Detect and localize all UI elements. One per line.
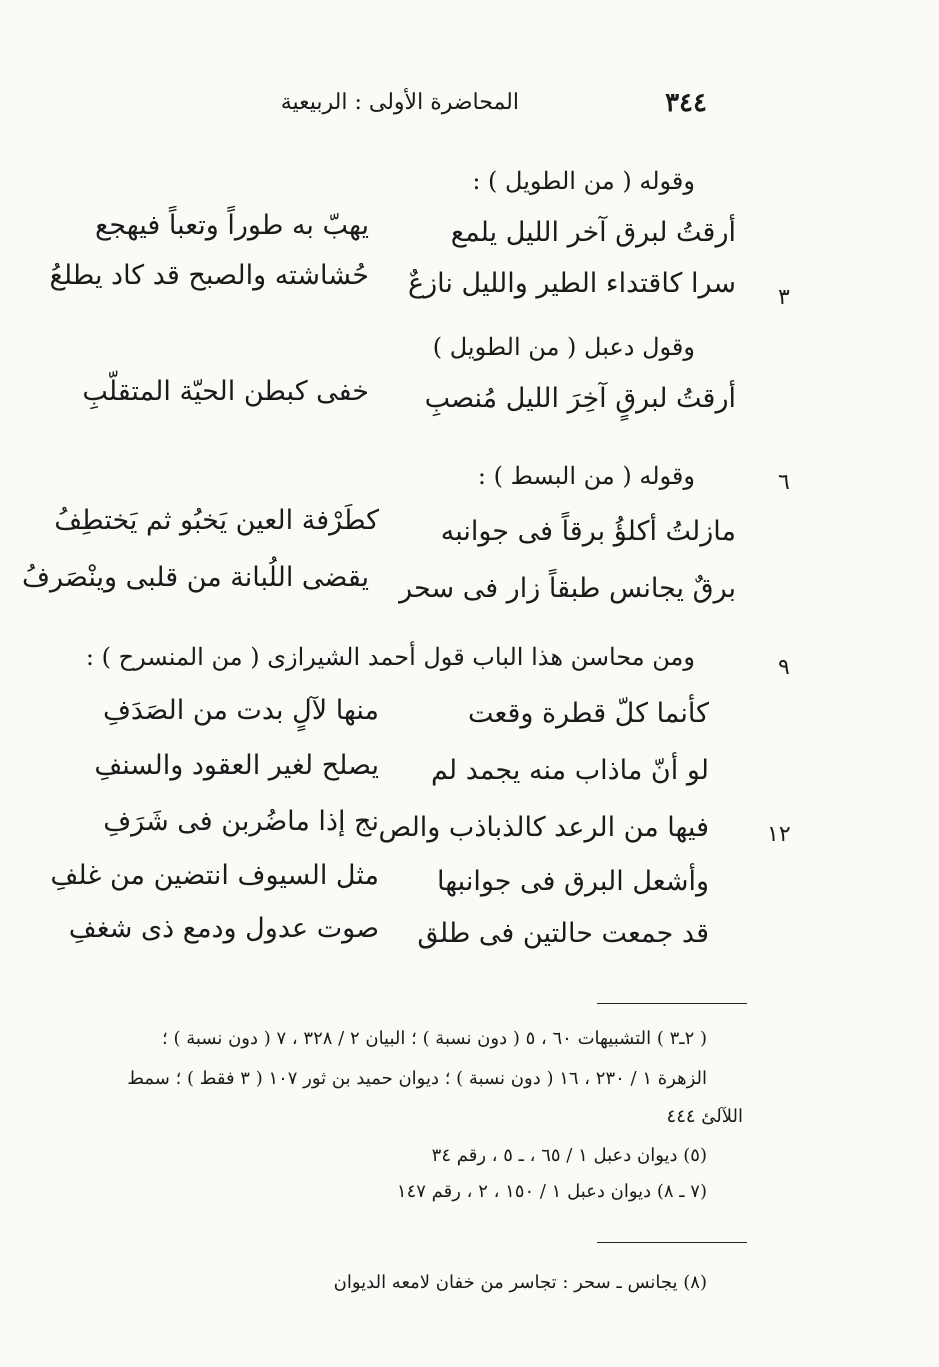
footnote-rule <box>597 1003 747 1004</box>
verse-left: يهبّ به طوراً وتعباً فيهجع <box>94 210 369 241</box>
line-number: ١٢ <box>767 822 791 847</box>
page-number: ٣٤٤ <box>665 88 707 118</box>
verse-left: منها لآلٍ بدت من الصَدَفِ <box>102 695 379 726</box>
verse-right: مازلتُ أكلؤُ برقاً فى جوانبه <box>440 516 736 547</box>
verse-right: فيها من الرعد كالذباذب والص <box>378 812 709 843</box>
verse-left: صوت عدول ودمع ذى شغفِ <box>68 913 379 944</box>
verse-left: يقضى اللُبانة من قلبى وينْصَرفُ <box>22 562 369 593</box>
running-title: المحاضرة الأولى : الربيعية <box>280 90 519 115</box>
footnote: اللآلئ ٤٤٤ <box>666 1106 743 1127</box>
footnote: ( ٢ـ٣ ) التشبيهات ٦٠ ، ٥ ( دون نسبة ) ؛ البيان ٢ / ٣٢٨ ، ٧ ( دون نسبة ) ؛ <box>162 1028 707 1049</box>
footnote: (٧ ـ ٨) ديوان دعبل ١ / ١٥٠ ، ٢ ، رقم ١٤٧ <box>396 1181 707 1202</box>
verse-left: مثل السيوف انتضين من غلفِ <box>50 860 379 891</box>
footnote: الزهرة ١ / ٢٣٠ ، ١٦ ( دون نسبة ) ؛ ديوان حميد بن ثور ١٠٧ ( ٣ فقط ) ؛ سمط <box>127 1068 707 1089</box>
footnote: (٨) يجانس ـ سحر : تجاسر من خفان لامعه الديوان <box>333 1272 707 1293</box>
verse-left: كطَرْفة العين يَخبُو ثم يَختطِفُ <box>54 505 379 536</box>
intro-line: وقول دعبل ( من الطويل ) <box>432 333 695 361</box>
footnote: (٥) ديوان دعبل ١ / ٦٥ ، ـ ٥ ، رقم ٣٤ <box>431 1145 707 1166</box>
footnote-rule <box>597 1242 747 1243</box>
verse-right: وأشعل البرق فى جوانبها <box>437 866 709 897</box>
verse-right: سرا كاقتداء الطير والليل نازعٌ <box>408 268 736 299</box>
intro-line: ومن محاسن هذا الباب قول أحمد الشيرازى ( من المنسرح ) : <box>85 643 695 671</box>
intro-line: وقوله ( من البسط ) : <box>477 462 695 490</box>
verse-right: قد جمعت حالتين فى طلق <box>417 918 709 949</box>
verse-left: يصلح لغير العقود والسنفِ <box>94 750 379 781</box>
verse-right: برقٌ يجانس طبقاً زار فى سحر <box>399 573 736 604</box>
verse-right: كأنما كلّ قطرة وقعت <box>467 698 709 729</box>
verse-left: حُشاشته والصبح قد كاد يطلعُ <box>49 260 369 291</box>
verse-right: أرقتُ لبرق آخر الليل يلمع <box>450 217 736 248</box>
line-number: ٦ <box>778 470 790 495</box>
verse-right: أرقتُ لبرقٍ آخِرَ الليل مُنصبِ <box>424 383 736 414</box>
verse-left: خفى كبطن الحيّة المتقلّبِ <box>82 376 369 407</box>
intro-line: وقوله ( من الطويل ) : <box>472 167 695 195</box>
verse-right: لو أنّ ماذاب منه يجمد لم <box>430 755 709 786</box>
line-number: ٣ <box>778 285 790 310</box>
verse-left: نج إذا ماضُربن فى شَرَفِ <box>103 806 379 837</box>
line-number: ٩ <box>778 655 790 680</box>
